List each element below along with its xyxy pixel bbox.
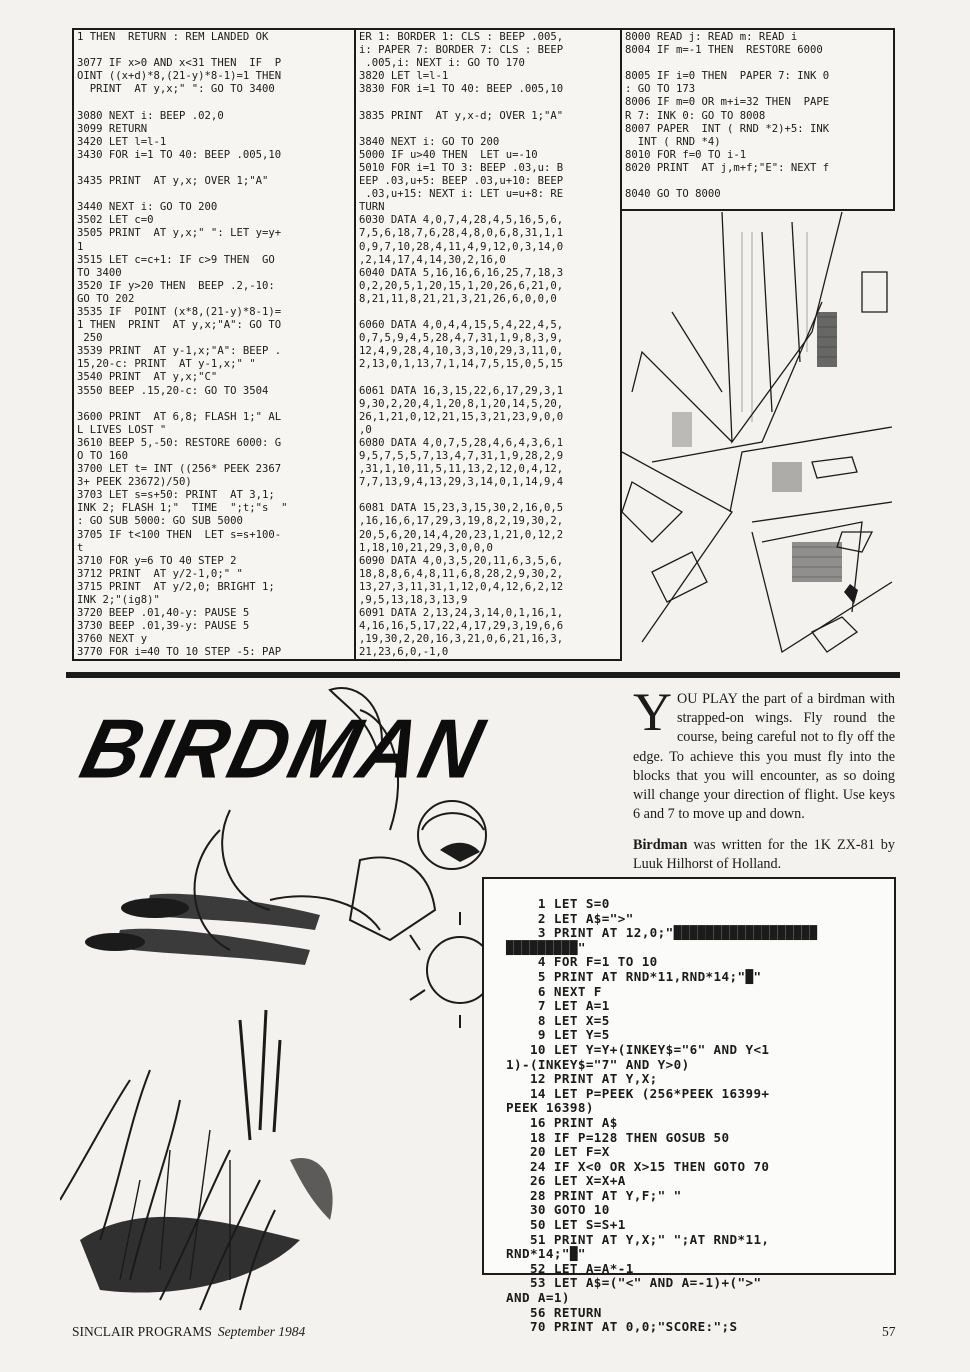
code-line: 2,13,0,1,13,7,1,14,7,5,15,0,5,15 (359, 358, 564, 371)
code-line: 6030 DATA 4,0,7,4,28,4,5,16,5,6, (359, 214, 564, 227)
code-line: R 7: INK 0: GO TO 8008 (625, 109, 766, 122)
zx81-code-line: 2 LET A$=">" (506, 910, 634, 926)
code-line: 3760 NEXT y (77, 633, 148, 646)
code-line (359, 123, 617, 136)
code-line: 3770 FOR i=40 TO 10 STEP -5: PAP (77, 646, 282, 659)
code-line (77, 188, 351, 201)
zx81-code-line: 4 FOR F=1 TO 10 (506, 954, 658, 970)
code-line: ER 1: BORDER 1: CLS : BEEP .005, (359, 31, 564, 43)
code-line: 3099 RETURN (77, 122, 148, 135)
code-line: 3730 BEEP .01,39-y: PAUSE 5 (77, 620, 250, 633)
listing-column-2 (354, 28, 622, 661)
code-line: 6040 DATA 5,16,16,6,16,25,7,18,3 (359, 266, 564, 279)
code-line: 3820 LET l=l-1 (359, 70, 449, 83)
code-line: 8006 IF m=0 OR m+i=32 THEN PAPE (625, 96, 830, 109)
code-line: 3540 PRINT AT y,x;"C" (77, 371, 218, 384)
zx81-code-line: 10 LET Y=Y+(INKEY$="6" AND Y<1 (506, 1041, 770, 1057)
code-line: 3535 IF POINT (x*8,(21-y)*8-1)= (77, 305, 282, 318)
zx81-code-line: 28 PRINT AT Y,F;" " (506, 1187, 682, 1203)
section-rule (66, 672, 900, 678)
zx81-listing (506, 897, 817, 1335)
code-line: ,31,1,10,11,5,11,13,2,12,0,4,12, (359, 463, 564, 476)
zx81-code-line: 51 PRINT AT Y,X;" ";AT RND*11, (506, 1231, 770, 1247)
zx81-code-line: 52 LET A=A*-1 (506, 1260, 634, 1276)
zx81-code-line: 5 PRINT AT RND*11,RND*14;"█" (506, 968, 762, 984)
magazine-name: SINCLAIR PROGRAMS (72, 1324, 212, 1339)
code-line: 3520 IF y>20 THEN BEEP .2,-10: (77, 279, 275, 292)
zx81-code-line: 70 PRINT AT 0,0;"SCORE:";S (506, 1319, 738, 1335)
code-line: : GO TO 173 (625, 83, 696, 96)
intro-text: OU PLAY the part of a birdman with strapped-on wings. Fly round the course, being careful not to fly off the edge. To achieve this you must fly into the blocks that you will encounter, as so doing will change your direction of flight. Use keys 6 and 7 to move up and down. (633, 691, 895, 823)
code-line: EEP .03,u+5: BEEP .03,u+10: BEEP (359, 175, 564, 188)
code-line: 12,4,9,28,4,10,3,3,10,29,3,11,0, (359, 345, 564, 358)
code-line: 8040 GO TO 8000 (625, 188, 721, 201)
code-line: 3720 BEEP .01,40-y: PAUSE 5 (77, 607, 250, 620)
code-line: TURN (359, 201, 385, 214)
code-line: 7,5,6,18,7,6,28,4,8,0,6,8,31,1,1 (359, 227, 564, 240)
zx81-code-line: 9 LET Y=5 (506, 1027, 610, 1043)
zx81-code-line: 3 PRINT AT 12,0;"██████████████████ (506, 925, 818, 941)
code-line: 3715 PRINT AT y/2,0; BRIGHT 1; (77, 580, 275, 593)
zx81-code-line: 24 IF X<0 OR X>15 THEN GOTO 70 (506, 1158, 770, 1174)
code-line: TO 3400 (77, 266, 122, 279)
code-line: t (77, 541, 84, 554)
code-line: 0,2,20,5,1,20,15,1,20,26,6,21,0, (359, 279, 564, 292)
code-line: 3515 LET c=c+1: IF c>9 THEN GO (77, 253, 275, 266)
article-intro (633, 682, 895, 824)
code-line: 8005 IF i=0 THEN PAPER 7: INK 0 (625, 70, 830, 83)
code-line: INK 2; FLASH 1;" TIME ";t;"s " (77, 502, 288, 515)
code-line: 1 THEN RETURN : REM LANDED OK (77, 31, 269, 43)
code-line: 3420 LET l=l-1 (77, 135, 167, 148)
code-line (359, 371, 617, 384)
zx81-code-line: 1)-(INKEY$="7" AND Y>0) (506, 1056, 690, 1072)
code-line: 3550 BEEP .15,20-c: GO TO 3504 (77, 384, 269, 397)
code-line: 7,7,13,9,4,13,29,3,14,0,1,14,9,4 (359, 476, 564, 489)
zx81-code-line: 50 LET S=S+1 (506, 1217, 626, 1233)
code-line: 6081 DATA 15,23,3,15,30,2,16,0,5 (359, 502, 564, 515)
listing-column-1 (72, 28, 356, 661)
code-line (77, 162, 351, 175)
code-line: 8010 FOR f=0 TO i-1 (625, 148, 747, 161)
code-line: 15,20-c: PRINT AT y-1,x;" " (77, 358, 256, 371)
code-line: 1,18,10,21,29,3,0,0,0 (359, 541, 493, 554)
issue-date: September 1984 (217, 1324, 306, 1339)
code-line (77, 44, 351, 57)
code-line (359, 306, 617, 319)
code-line: 3705 IF t<100 THEN LET s=s+100- (77, 528, 282, 541)
code-line (625, 57, 890, 70)
page-number: 57 (882, 1324, 896, 1339)
code-line: .03,u+15: NEXT i: LET u=u+8: RE (359, 188, 564, 201)
code-line: 3539 PRINT AT y-1,x;"A": BEEP . (77, 345, 282, 358)
code-line (625, 175, 890, 188)
article-title: BIRDMAN (72, 701, 495, 796)
code-line: 5000 IF u>40 THEN LET u=-10 (359, 148, 538, 161)
code-line: 6090 DATA 4,0,3,5,20,11,6,3,5,6, (359, 554, 564, 567)
zx81-code-line: 30 GOTO 10 (506, 1202, 610, 1218)
article-credit (633, 836, 895, 874)
code-line: O TO 160 (77, 450, 129, 462)
code-line: 3840 NEXT i: GO TO 200 (359, 135, 500, 148)
code-line: 1 THEN PRINT AT y,x;"A": GO TO (77, 319, 282, 332)
code-line: ,0 (359, 423, 372, 436)
code-line: 18,8,8,6,4,8,11,6,8,28,2,9,30,2, (359, 567, 564, 580)
code-line: 0,7,5,9,4,5,28,4,7,31,1,9,8,3,9, (359, 332, 564, 345)
code-line: 21,23,6,0,-1,0 (359, 646, 449, 659)
zx81-code-line: RND*14;"█" (506, 1246, 586, 1262)
code-line: 0,9,7,10,28,4,11,4,9,12,0,3,14,0 (359, 240, 564, 253)
city-illustration (612, 212, 902, 662)
code-line: 3077 IF x>0 AND x<31 THEN IF P (77, 57, 282, 70)
code-line: 5010 FOR i=1 TO 3: BEEP .03,u: B (359, 161, 564, 174)
credit-program-name: Birdman (633, 837, 688, 853)
code-line: 3435 PRINT AT y,x; OVER 1;"A" (77, 175, 269, 188)
zx81-code-line: 20 LET F=X (506, 1144, 610, 1160)
code-line: 3700 LET t= INT ((256* PEEK 2367 (77, 463, 282, 476)
drop-cap: Y (633, 682, 672, 742)
zx81-code-line: 6 NEXT F (506, 983, 602, 999)
code-line: 4,16,16,5,17,22,4,17,29,3,19,6,6 (359, 620, 564, 633)
zx81-code-line: 1 LET S=0 (506, 896, 610, 911)
code-line: 13,27,3,11,31,1,12,0,4,12,6,2,12 (359, 580, 564, 593)
code-line: 3712 PRINT AT y/2-1,0;" " (77, 567, 243, 580)
zx81-code-line: 26 LET X=X+A (506, 1173, 626, 1189)
code-line: 26,1,21,0,12,21,15,3,21,23,9,0,0 (359, 410, 564, 423)
code-line: 8007 PAPER INT ( RND *2)+5: INK (625, 122, 830, 135)
zx81-code-line: 53 LET A$=("<" AND A=-1)+(">" (506, 1275, 762, 1291)
code-line: 3703 LET s=s+50: PRINT AT 3,1; (77, 489, 275, 502)
code-line: : GO SUB 5000: GO SUB 5000 (77, 515, 243, 528)
code-line: 3835 PRINT AT y,x-d; OVER 1;"A" (359, 109, 564, 122)
zx81-code-line: 12 PRINT AT Y,X; (506, 1071, 658, 1087)
zx81-code-line: 56 RETURN (506, 1304, 602, 1320)
footer-magazine (72, 1324, 305, 1340)
code-line: 3430 FOR i=1 TO 40: BEEP .005,10 (77, 148, 282, 161)
code-line: 250 (77, 332, 103, 345)
code-line (77, 96, 351, 109)
code-line: 3440 NEXT i: GO TO 200 (77, 201, 218, 214)
zx81-code-line: AND A=1) (506, 1290, 570, 1306)
code-line: L LIVES LOST " (77, 423, 167, 436)
code-line: 6061 DATA 16,3,15,22,6,17,29,3,1 (359, 384, 564, 397)
code-line (77, 398, 351, 411)
code-line: 3610 BEEP 5,-50: RESTORE 6000: G (77, 436, 282, 449)
code-line: 3505 PRINT AT y,x;" ": LET y=y+ (77, 227, 282, 240)
code-line: 6091 DATA 2,13,24,3,14,0,1,16,1, (359, 607, 564, 620)
code-line (359, 489, 617, 502)
zx81-code-line: 8 LET X=5 (506, 1012, 610, 1028)
code-line: 8,21,11,8,21,21,3,21,26,6,0,0,0 (359, 292, 557, 305)
zx81-code-line: 14 LET P=PEEK (256*PEEK 16399+ (506, 1085, 770, 1101)
code-line: 6060 DATA 4,0,4,4,15,5,4,22,4,5, (359, 319, 564, 332)
zx81-code-line: 16 PRINT A$ (506, 1114, 618, 1130)
code-line: 8004 IF m=-1 THEN RESTORE 6000 (625, 44, 823, 57)
code-line: 3600 PRINT AT 6,8; FLASH 1;" AL (77, 410, 282, 423)
code-line: ,2,14,17,4,14,30,2,16,0 (359, 253, 506, 266)
zx81-code-line: PEEK 16398) (506, 1100, 594, 1116)
code-line: OINT ((x+d)*8,(21-y)*8-1)=1 THEN (77, 70, 282, 83)
code-line: .005,i: NEXT i: GO TO 170 (359, 57, 525, 70)
code-line: i: PAPER 7: BORDER 7: CLS : BEEP (359, 44, 564, 57)
code-line: 3710 FOR y=6 TO 40 STEP 2 (77, 554, 237, 567)
code-line: ,9,5,13,18,3,13,9 (359, 594, 468, 607)
code-line: PRINT AT y,x;" ": GO TO 3400 (77, 83, 275, 96)
zx81-code-line: 18 IF P=128 THEN GOSUB 50 (506, 1129, 730, 1145)
listing-column-3 (620, 28, 895, 211)
code-line: 9,5,7,5,5,7,13,4,7,31,1,9,28,2,9 (359, 450, 564, 462)
code-line: INT ( RND *4) (625, 135, 721, 148)
code-line: 9,30,2,20,4,1,20,8,1,20,14,5,20, (359, 397, 564, 410)
code-line (359, 96, 617, 109)
code-line: GO TO 202 (77, 292, 135, 305)
zx81-code-line: 7 LET A=1 (506, 998, 610, 1014)
credit-text: was written for the 1K ZX-81 by Luuk Hilhorst of Holland. (633, 837, 895, 873)
code-line: 3080 NEXT i: BEEP .02,0 (77, 109, 224, 122)
code-line: ,19,30,2,20,16,3,21,0,6,21,16,3, (359, 633, 564, 646)
code-line: 3502 LET c=0 (77, 214, 154, 227)
code-line: 3+ PEEK 23672)/50) (77, 476, 192, 489)
code-line: 6080 DATA 4,0,7,5,28,4,6,4,3,6,1 (359, 436, 564, 449)
code-line: 1 (77, 240, 84, 253)
code-line: INK 2;"(ig8)" (77, 594, 160, 607)
code-line: 3830 FOR i=1 TO 40: BEEP .005,10 (359, 83, 564, 96)
zx81-code-line: █████████" (506, 939, 586, 955)
code-line: 8020 PRINT AT j,m+f;"E": NEXT f (625, 161, 830, 174)
code-line: ,16,16,6,17,29,3,19,8,2,19,30,2, (359, 515, 564, 528)
code-line: 8000 READ j: READ m: READ i (625, 31, 798, 43)
code-line: 20,5,6,20,14,4,20,23,1,21,0,12,2 (359, 528, 564, 541)
